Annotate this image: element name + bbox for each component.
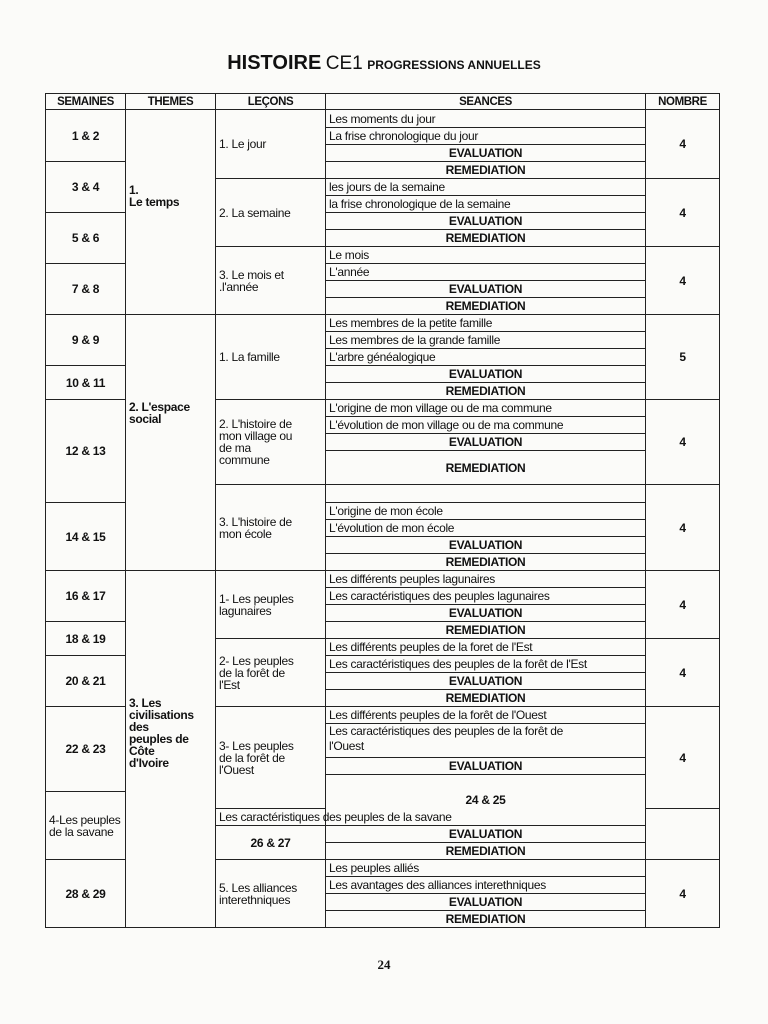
- week-cell: 9 & 9: [46, 315, 126, 366]
- seance-cell: EVALUATION: [326, 673, 646, 690]
- count-cell: 4: [646, 860, 720, 928]
- seance-cell: EVALUATION: [326, 145, 646, 162]
- seance-cell: REMEDIATION: [326, 298, 646, 315]
- title-subtitle: PROGRESSIONS ANNUELLES: [367, 58, 541, 72]
- seance-cell: EVALUATION: [326, 213, 646, 230]
- lesson-cell: [216, 247, 326, 315]
- count-cell: 4: [646, 110, 720, 179]
- count-cell: 4: [646, 639, 720, 707]
- count-cell: 4: [646, 400, 720, 485]
- seance-cell: Les différents peuples lagunaires: [326, 571, 646, 588]
- lesson-cell: [216, 639, 326, 707]
- count-cell: 4: [646, 485, 720, 571]
- seance-cell: Les différents peuples de la forêt de l'Ouest: [326, 707, 646, 724]
- seance-cell: L'évolution de mon village ou de ma commune: [326, 417, 646, 434]
- lesson-cell: [216, 860, 326, 928]
- week-cell: 14 & 15: [46, 503, 126, 571]
- seance-cell: L'année: [326, 264, 646, 281]
- seance-cell: Les moments du jour: [326, 110, 646, 128]
- lesson-title: 5. Les alliances interethniques: [219, 880, 297, 907]
- seance-line: l'Ouest: [329, 739, 364, 753]
- page-title: [0, 52, 768, 75]
- table-row: [46, 571, 720, 588]
- theme-cell: [126, 315, 216, 571]
- count-cell: 4: [646, 179, 720, 247]
- seance-cell: L'arbre généalogique: [326, 349, 646, 366]
- seance-cell: EVALUATION: [326, 826, 646, 843]
- week-cell: 24 & 25: [326, 775, 646, 826]
- lesson-cell: [46, 792, 126, 860]
- lesson-cell: [216, 707, 326, 809]
- count-cell: 4: [646, 571, 720, 639]
- week-cell: 5 & 6: [46, 213, 126, 264]
- seance-cell: EVALUATION: [326, 758, 646, 775]
- table-row: [46, 315, 720, 332]
- seance-line: Les caractéristiques des peuples de la forêt de: [329, 724, 564, 738]
- seance-cell: EVALUATION: [326, 537, 646, 554]
- seance-cell: REMEDIATION: [326, 690, 646, 707]
- seance-cell: Les membres de la grande famille: [326, 332, 646, 349]
- seance-cell: L'origine de mon école: [326, 503, 646, 520]
- theme-text: 1. Le temps: [129, 183, 180, 209]
- seance-cell: L'évolution de mon école: [326, 520, 646, 537]
- seance-cell: EVALUATION: [326, 894, 646, 911]
- week-cell: 1 & 2: [46, 110, 126, 162]
- seance-cell: [326, 485, 646, 503]
- lesson-title: 2. L'histoire de mon village ou de ma commune: [219, 417, 293, 467]
- lesson-title: 3- Les peuples de la forêt de l'Ouest: [219, 738, 294, 777]
- count-cell: 5: [646, 315, 720, 400]
- title-level: CE1: [325, 53, 363, 74]
- seance-cell: La frise chronologique du jour: [326, 128, 646, 145]
- title-subject: HISTOIRE: [227, 52, 322, 74]
- col-header-count: NOMBRE: [646, 94, 720, 110]
- theme-cell: [126, 571, 216, 928]
- week-cell: 10 & 11: [46, 366, 126, 400]
- lesson-cell: [216, 571, 326, 639]
- seance-cell: EVALUATION: [326, 605, 646, 622]
- col-header-seances: SEANCES: [326, 94, 646, 110]
- page-number: 24: [377, 957, 391, 972]
- seance-cell: EVALUATION: [326, 281, 646, 298]
- seance-cell: REMEDIATION: [326, 451, 646, 485]
- seance-cell: la frise chronologique de la semaine: [326, 196, 646, 213]
- seance-cell: Les peuples alliés: [326, 860, 646, 877]
- theme-text: 2. L'espace social: [129, 400, 190, 426]
- table-header-row: [46, 94, 720, 110]
- seance-cell: [326, 724, 646, 758]
- seance-cell: REMEDIATION: [326, 162, 646, 179]
- seance-cell: REMEDIATION: [326, 843, 646, 860]
- lesson-title: 3. Le mois et .l'année: [219, 267, 284, 294]
- count-cell: 4: [646, 247, 720, 315]
- col-header-themes: THEMES: [126, 94, 216, 110]
- seance-cell: Le mois: [326, 247, 646, 264]
- seance-cell: Les membres de la petite famille: [326, 315, 646, 332]
- seance-cell: Les avantages des alliances interethniques: [326, 877, 646, 894]
- theme-text: 3. Les civilisations des peuples de Côte d'Ivoire: [129, 696, 194, 770]
- seance-cell: EVALUATION: [326, 434, 646, 451]
- seance-cell: Les caractéristiques des peuples de la forêt de l'Est: [326, 656, 646, 673]
- week-cell: 7 & 8: [46, 264, 126, 315]
- seance-cell: L'origine de mon village ou de ma commune: [326, 400, 646, 417]
- lesson-title: 3. L'histoire de mon école: [219, 514, 292, 541]
- seance-cell: EVALUATION: [326, 366, 646, 383]
- count-cell: 4: [646, 707, 720, 809]
- seance-cell: REMEDIATION: [326, 230, 646, 247]
- lesson-title: 1- Les peuples lagunaires: [219, 591, 294, 618]
- seance-cell: Les caractéristiques des peuples lagunaires: [326, 588, 646, 605]
- week-cell: 22 & 23: [46, 707, 126, 792]
- seance-cell: REMEDIATION: [326, 383, 646, 400]
- lesson-cell: [216, 110, 326, 179]
- lesson-cell: [216, 179, 326, 247]
- table-row: [46, 110, 720, 128]
- lesson-title: 1. Le jour: [219, 137, 267, 151]
- week-cell: 18 & 19: [46, 622, 126, 656]
- seance-cell: REMEDIATION: [326, 554, 646, 571]
- week-cell: 3 & 4: [46, 162, 126, 213]
- lesson-title: 4-Les peuples de la savane: [49, 812, 121, 839]
- lesson-title: 2- Les peuples de la forêt de l'Est: [219, 653, 294, 692]
- col-header-weeks: SEMAINES: [46, 94, 126, 110]
- lesson-cell: [216, 485, 326, 571]
- week-cell: 26 & 27: [216, 826, 326, 860]
- seance-cell: REMEDIATION: [326, 911, 646, 928]
- col-header-lessons: LEÇONS: [216, 94, 326, 110]
- seance-cell: Les caractéristiques des peuples de la savane: [216, 809, 326, 826]
- lesson-cell: [216, 400, 326, 485]
- lesson-title: 2. La semaine: [219, 205, 291, 220]
- lesson-cell: [216, 315, 326, 400]
- seance-cell: Les différents peuples de la foret de l'Est: [326, 639, 646, 656]
- progression-table: [45, 93, 720, 928]
- week-cell: 20 & 21: [46, 656, 126, 707]
- week-cell: 12 & 13: [46, 400, 126, 503]
- lesson-title: 1. La famille: [219, 350, 280, 364]
- seance-cell: les jours de la semaine: [326, 179, 646, 196]
- week-cell: 16 & 17: [46, 571, 126, 622]
- seance-cell: REMEDIATION: [326, 622, 646, 639]
- week-cell: 28 & 29: [46, 860, 126, 928]
- theme-cell: [126, 110, 216, 315]
